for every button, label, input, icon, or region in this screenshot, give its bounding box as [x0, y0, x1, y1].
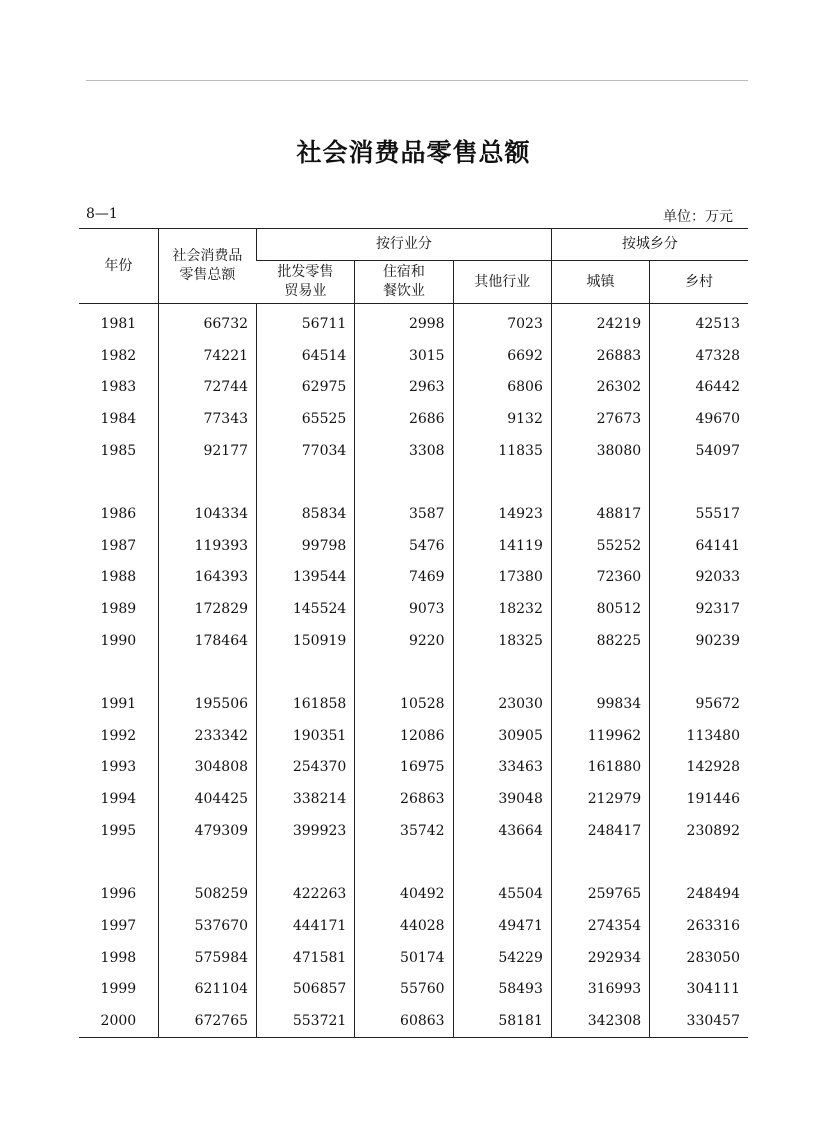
page-title: 社会消费品零售总额	[296, 138, 531, 167]
cell-urban: 24219	[551, 304, 649, 340]
cell-rural: 47328	[650, 340, 748, 372]
header-total	[158, 229, 256, 304]
spacer-cell	[158, 657, 256, 689]
cell-wholesale: 139544	[257, 562, 355, 594]
cell-year: 1983	[100, 379, 137, 396]
cell-urban: 55252	[551, 530, 649, 562]
cell-wholesale: 56711	[257, 304, 355, 340]
cell-hotel: 50174	[355, 942, 453, 974]
header-hotel-line1: 住宿和	[382, 264, 425, 280]
table-code: 8—1	[86, 206, 118, 222]
cell-rural: 42513	[650, 304, 748, 340]
header-wholesale	[257, 261, 355, 304]
group-spacer	[79, 847, 748, 879]
cell-hotel: 3015	[355, 340, 453, 372]
cell-year: 1996	[100, 886, 137, 903]
cell-rural: 55517	[650, 498, 748, 530]
cell-wholesale: 422263	[257, 878, 355, 910]
cell-other: 30905	[453, 720, 551, 752]
cell-urban: 212979	[551, 783, 649, 815]
table-row	[79, 435, 748, 467]
table-row	[79, 910, 748, 942]
cell-rural: 191446	[650, 783, 748, 815]
cell-rural: 95672	[650, 688, 748, 720]
cell-other: 49471	[453, 910, 551, 942]
cell-urban: 119962	[551, 720, 649, 752]
cell-hotel: 2963	[355, 371, 453, 403]
cell-urban: 248417	[551, 815, 649, 847]
cell-other: 9132	[453, 403, 551, 435]
table-row	[79, 593, 748, 625]
cell-year: 1981	[100, 315, 137, 332]
cell-rural: 49670	[650, 403, 748, 435]
cell-wholesale: 99798	[257, 530, 355, 562]
cell-year: 1997	[100, 917, 137, 934]
spacer-cell	[158, 847, 256, 879]
header-wholesale-line1: 批发零售	[277, 264, 334, 280]
cell-total: 621104	[158, 973, 256, 1005]
cell-wholesale: 338214	[257, 783, 355, 815]
cell-other: 6692	[453, 340, 551, 372]
cell-wholesale: 65525	[257, 403, 355, 435]
cell-year: 1987	[100, 537, 137, 554]
cell-rural: 330457	[650, 1005, 748, 1037]
table-body	[79, 304, 748, 1038]
table-row	[79, 403, 748, 435]
spacer-cell	[355, 657, 453, 689]
cell-wholesale: 399923	[257, 815, 355, 847]
cell-urban: 26302	[551, 371, 649, 403]
cell-other: 45504	[453, 878, 551, 910]
table-row	[79, 304, 748, 340]
cell-wholesale: 190351	[257, 720, 355, 752]
cell-total: 575984	[158, 942, 256, 974]
cell-total: 508259	[158, 878, 256, 910]
cell-hotel: 2686	[355, 403, 453, 435]
cell-urban: 161880	[551, 752, 649, 784]
spacer-cell	[257, 657, 355, 689]
cell-wholesale: 254370	[257, 752, 355, 784]
cell-rural: 248494	[650, 878, 748, 910]
cell-year: 1982	[100, 347, 137, 364]
cell-other: 14119	[453, 530, 551, 562]
header-total-line1: 社会消费品	[172, 248, 243, 264]
table-row	[79, 878, 748, 910]
group-spacer	[79, 466, 748, 498]
header-by-industry: 按行业分	[257, 229, 552, 261]
cell-urban: 27673	[551, 403, 649, 435]
cell-year: 1991	[100, 696, 137, 713]
header-hotel	[355, 261, 453, 304]
header-urban: 城镇	[551, 261, 649, 304]
header-other: 其他行业	[453, 261, 551, 304]
cell-hotel: 44028	[355, 910, 453, 942]
cell-hotel: 3308	[355, 435, 453, 467]
cell-rural: 113480	[650, 720, 748, 752]
cell-year: 1992	[100, 727, 137, 744]
cell-urban: 342308	[551, 1005, 649, 1037]
cell-hotel: 2998	[355, 304, 453, 340]
spacer-cell	[453, 847, 551, 879]
spacer-cell	[551, 847, 649, 879]
spacer-cell	[158, 466, 256, 498]
cell-urban: 72360	[551, 562, 649, 594]
cell-total: 74221	[158, 340, 256, 372]
cell-wholesale: 471581	[257, 942, 355, 974]
header-rural: 乡村	[650, 261, 748, 304]
cell-hotel: 16975	[355, 752, 453, 784]
cell-wholesale: 85834	[257, 498, 355, 530]
cell-other: 7023	[453, 304, 551, 340]
cell-total: 537670	[158, 910, 256, 942]
cell-wholesale: 77034	[257, 435, 355, 467]
cell-rural: 263316	[650, 910, 748, 942]
cell-other: 18325	[453, 625, 551, 657]
table-row	[79, 942, 748, 974]
table-row	[79, 340, 748, 372]
spacer-cell	[551, 466, 649, 498]
cell-rural: 46442	[650, 371, 748, 403]
cell-other: 11835	[453, 435, 551, 467]
cell-wholesale: 62975	[257, 371, 355, 403]
cell-urban: 292934	[551, 942, 649, 974]
cell-hotel: 55760	[355, 973, 453, 1005]
cell-total: 304808	[158, 752, 256, 784]
cell-total: 92177	[158, 435, 256, 467]
table-row	[79, 1005, 748, 1037]
header-by-area: 按城乡分	[551, 229, 748, 261]
cell-year: 1994	[100, 791, 137, 808]
table-row	[79, 562, 748, 594]
cell-hotel: 3587	[355, 498, 453, 530]
cell-rural: 92033	[650, 562, 748, 594]
spacer-cell	[650, 657, 748, 689]
header-wholesale-line2: 贸易业	[284, 283, 327, 299]
cell-year: 1984	[100, 410, 137, 427]
table-row	[79, 973, 748, 1005]
spacer-cell	[355, 466, 453, 498]
table-row	[79, 371, 748, 403]
cell-total: 178464	[158, 625, 256, 657]
cell-hotel: 26863	[355, 783, 453, 815]
cell-year: 1998	[100, 949, 137, 966]
cell-rural: 64141	[650, 530, 748, 562]
cell-total: 172829	[158, 593, 256, 625]
cell-total: 119393	[158, 530, 256, 562]
cell-total: 66732	[158, 304, 256, 340]
cell-urban: 88225	[551, 625, 649, 657]
cell-other: 58181	[453, 1005, 551, 1037]
cell-other: 43664	[453, 815, 551, 847]
spacer-cell	[453, 657, 551, 689]
header-total-line2: 零售总额	[179, 267, 236, 283]
cell-rural: 230892	[650, 815, 748, 847]
spacer-cell	[355, 847, 453, 879]
cell-wholesale: 444171	[257, 910, 355, 942]
spacer-cell	[453, 466, 551, 498]
cell-total: 479309	[158, 815, 256, 847]
cell-wholesale: 64514	[257, 340, 355, 372]
cell-year: 1995	[100, 822, 137, 839]
spacer-cell	[79, 657, 158, 689]
header-year: 年份	[79, 229, 158, 304]
cell-wholesale: 161858	[257, 688, 355, 720]
cell-hotel: 40492	[355, 878, 453, 910]
cell-other: 39048	[453, 783, 551, 815]
cell-year: 1989	[100, 601, 137, 618]
table-row	[79, 530, 748, 562]
cell-other: 18232	[453, 593, 551, 625]
spacer-cell	[650, 466, 748, 498]
cell-year: 1985	[100, 442, 137, 459]
table-row	[79, 688, 748, 720]
unit-label: 单位：万元	[663, 209, 733, 225]
retail-sales-table	[79, 228, 748, 1038]
spacer-cell	[79, 847, 158, 879]
spacer-cell	[257, 847, 355, 879]
spacer-cell	[79, 466, 158, 498]
cell-year: 1988	[100, 569, 137, 586]
cell-urban: 274354	[551, 910, 649, 942]
cell-hotel: 12086	[355, 720, 453, 752]
cell-wholesale: 145524	[257, 593, 355, 625]
cell-rural: 304111	[650, 973, 748, 1005]
top-divider	[86, 80, 748, 81]
cell-hotel: 9073	[355, 593, 453, 625]
cell-other: 6806	[453, 371, 551, 403]
cell-total: 233342	[158, 720, 256, 752]
cell-wholesale: 506857	[257, 973, 355, 1005]
cell-hotel: 60863	[355, 1005, 453, 1037]
cell-urban: 48817	[551, 498, 649, 530]
cell-year: 1986	[100, 505, 137, 522]
cell-year: 2000	[79, 1005, 158, 1037]
cell-wholesale: 553721	[257, 1005, 355, 1037]
table-row	[79, 498, 748, 530]
table-row	[79, 815, 748, 847]
cell-total: 104334	[158, 498, 256, 530]
cell-hotel: 7469	[355, 562, 453, 594]
table-row	[79, 625, 748, 657]
cell-total: 164393	[158, 562, 256, 594]
cell-total: 72744	[158, 371, 256, 403]
table-row	[79, 720, 748, 752]
cell-total: 404425	[158, 783, 256, 815]
cell-rural: 54097	[650, 435, 748, 467]
cell-urban: 80512	[551, 593, 649, 625]
group-spacer	[79, 657, 748, 689]
cell-year: 1990	[100, 632, 137, 649]
table-row	[79, 783, 748, 815]
cell-year: 1999	[100, 981, 137, 998]
cell-other: 23030	[453, 688, 551, 720]
cell-rural: 142928	[650, 752, 748, 784]
cell-hotel: 5476	[355, 530, 453, 562]
cell-urban: 316993	[551, 973, 649, 1005]
cell-total: 672765	[158, 1005, 256, 1037]
cell-hotel: 35742	[355, 815, 453, 847]
cell-other: 58493	[453, 973, 551, 1005]
cell-wholesale: 150919	[257, 625, 355, 657]
header-hotel-line2: 餐饮业	[382, 283, 425, 299]
cell-urban: 26883	[551, 340, 649, 372]
cell-rural: 283050	[650, 942, 748, 974]
cell-total: 195506	[158, 688, 256, 720]
cell-hotel: 9220	[355, 625, 453, 657]
cell-urban: 38080	[551, 435, 649, 467]
cell-total: 77343	[158, 403, 256, 435]
cell-hotel: 10528	[355, 688, 453, 720]
cell-other: 14923	[453, 498, 551, 530]
cell-urban: 99834	[551, 688, 649, 720]
cell-urban: 259765	[551, 878, 649, 910]
spacer-cell	[257, 466, 355, 498]
cell-rural: 92317	[650, 593, 748, 625]
cell-other: 54229	[453, 942, 551, 974]
cell-other: 33463	[453, 752, 551, 784]
cell-rural: 90239	[650, 625, 748, 657]
table-row	[79, 752, 748, 784]
cell-other: 17380	[453, 562, 551, 594]
spacer-cell	[650, 847, 748, 879]
spacer-cell	[551, 657, 649, 689]
cell-year: 1993	[100, 759, 137, 776]
